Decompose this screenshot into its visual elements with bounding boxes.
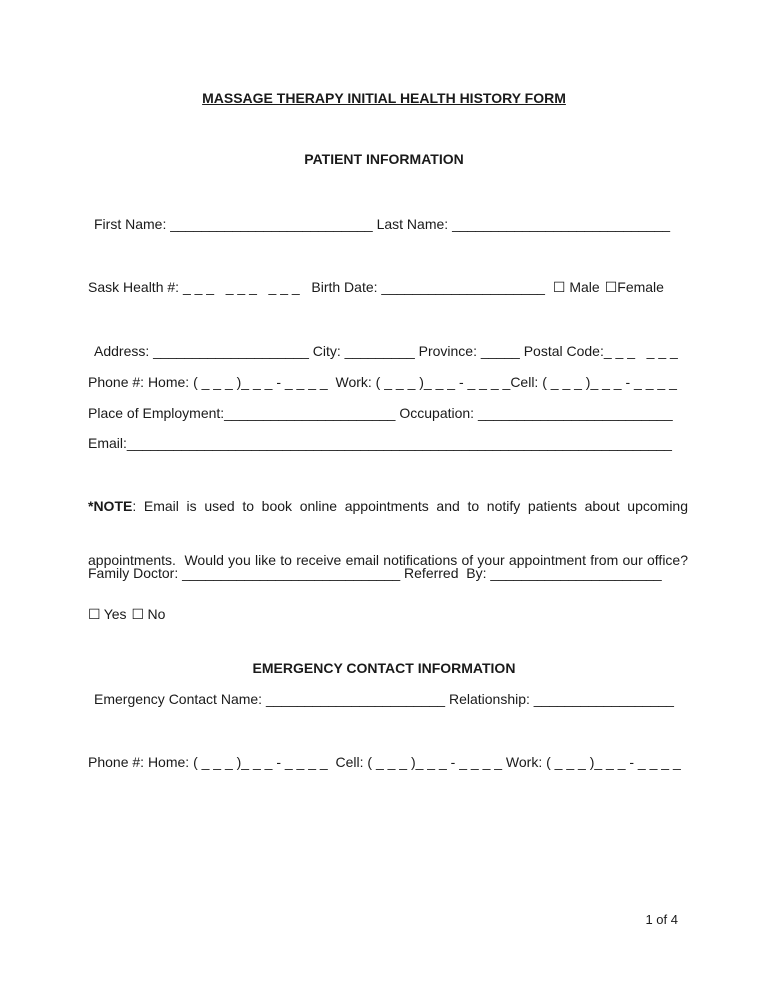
work-phone-field[interactable]: ( _ _ _ )_ _ _ - _ _ _ _ xyxy=(375,374,511,390)
email-field[interactable]: ______________________________________________________________________ xyxy=(126,435,672,451)
emergency-cell-label: Cell: xyxy=(327,754,368,770)
note-line2-text: appointments. Would you like to receive email notifications of your appointment from our office? xyxy=(88,552,688,568)
birth-date-field[interactable]: _____________________ xyxy=(381,279,545,295)
note-bold-label: *NOTE xyxy=(88,498,133,514)
emergency-heading: EMERGENCY CONTACT INFORMATION xyxy=(252,660,516,676)
phone-home-label: Phone #: Home: xyxy=(88,374,194,390)
name-line xyxy=(94,216,670,233)
first-name-label: First Name: xyxy=(94,216,171,232)
address-line xyxy=(94,343,678,360)
last-name-label: Last Name: xyxy=(372,216,453,232)
postal-code-label: Postal Code: xyxy=(519,343,604,359)
relationship-field[interactable]: __________________ xyxy=(533,691,674,707)
birth-date-label: Birth Date: xyxy=(299,279,382,295)
no-checkbox[interactable]: ☐ No xyxy=(131,606,166,622)
relationship-label: Relationship: xyxy=(445,691,534,707)
home-phone-field[interactable]: ( _ _ _ )_ _ _ - _ _ _ _ xyxy=(193,374,328,390)
male-checkbox[interactable]: ☐ Male xyxy=(552,279,600,295)
province-label: Province: xyxy=(414,343,481,359)
first-name-field[interactable]: __________________________ xyxy=(170,216,373,232)
employment-field[interactable]: ______________________ xyxy=(224,405,396,421)
emergency-phone-line xyxy=(88,754,681,771)
cell-phone-field[interactable]: ( _ _ _ )_ _ _ - _ _ _ _ xyxy=(542,374,677,390)
note-line1-text: : Email is used to book online appointments and to notify patients about upcoming xyxy=(132,498,688,514)
occupation-field[interactable]: _________________________ xyxy=(477,405,673,421)
family-doctor-label: Family Doctor: xyxy=(88,565,183,581)
employment-line xyxy=(88,405,673,422)
family-doctor-field[interactable]: ____________________________ xyxy=(182,565,401,581)
address-label: Address: xyxy=(94,343,154,359)
emergency-home-phone-field[interactable]: ( _ _ _ )_ _ _ - _ _ _ _ xyxy=(193,754,328,770)
postal-code-field[interactable]: _ _ _ _ _ _ xyxy=(603,343,678,359)
patient-info-heading: PATIENT INFORMATION xyxy=(304,151,464,167)
health-birth-line xyxy=(88,279,664,296)
cell-label: Cell: xyxy=(510,374,543,390)
emergency-cell-phone-field[interactable]: ( _ _ _ )_ _ _ - _ _ _ _ xyxy=(367,754,503,770)
city-field[interactable]: _________ xyxy=(344,343,415,359)
province-field[interactable]: _____ xyxy=(480,343,520,359)
email-line xyxy=(88,435,672,452)
yes-checkbox[interactable]: ☐ Yes xyxy=(88,606,127,622)
last-name-field[interactable]: ____________________________ xyxy=(452,216,671,232)
sask-health-label: Sask Health #: xyxy=(88,279,183,295)
emergency-contact-field[interactable]: _______________________ xyxy=(265,691,446,707)
emergency-work-phone-field[interactable]: ( _ _ _ )_ _ _ - _ _ _ _ xyxy=(546,754,681,770)
referred-by-field[interactable]: ______________________ xyxy=(490,565,662,581)
form-title: MASSAGE THERAPY INITIAL HEALTH HISTORY FORM xyxy=(202,90,566,106)
email-notification-options xyxy=(88,604,688,624)
female-checkbox[interactable]: ☐Female xyxy=(604,279,664,295)
note-paragraph xyxy=(88,462,688,641)
sask-health-number-field[interactable]: _ _ _ _ _ _ _ _ _ xyxy=(182,279,300,295)
work-label: Work: xyxy=(327,374,376,390)
emergency-name-line xyxy=(94,691,674,708)
emergency-contact-label: Emergency Contact Name: xyxy=(94,691,266,707)
emergency-work-label: Work: xyxy=(502,754,547,770)
referred-by-label: Referred By: xyxy=(400,565,491,581)
emergency-phone-home-label: Phone #: Home: xyxy=(88,754,194,770)
patient-phone-line xyxy=(88,374,677,391)
doctor-line xyxy=(88,565,662,582)
email-label: Email: xyxy=(88,435,127,451)
employment-label: Place of Employment: xyxy=(88,405,225,421)
page-number: 1 of 4 xyxy=(645,912,678,927)
occupation-label: Occupation: xyxy=(395,405,478,421)
city-label: City: xyxy=(308,343,345,359)
note-line-1 xyxy=(88,496,688,516)
address-field[interactable]: ____________________ xyxy=(153,343,309,359)
